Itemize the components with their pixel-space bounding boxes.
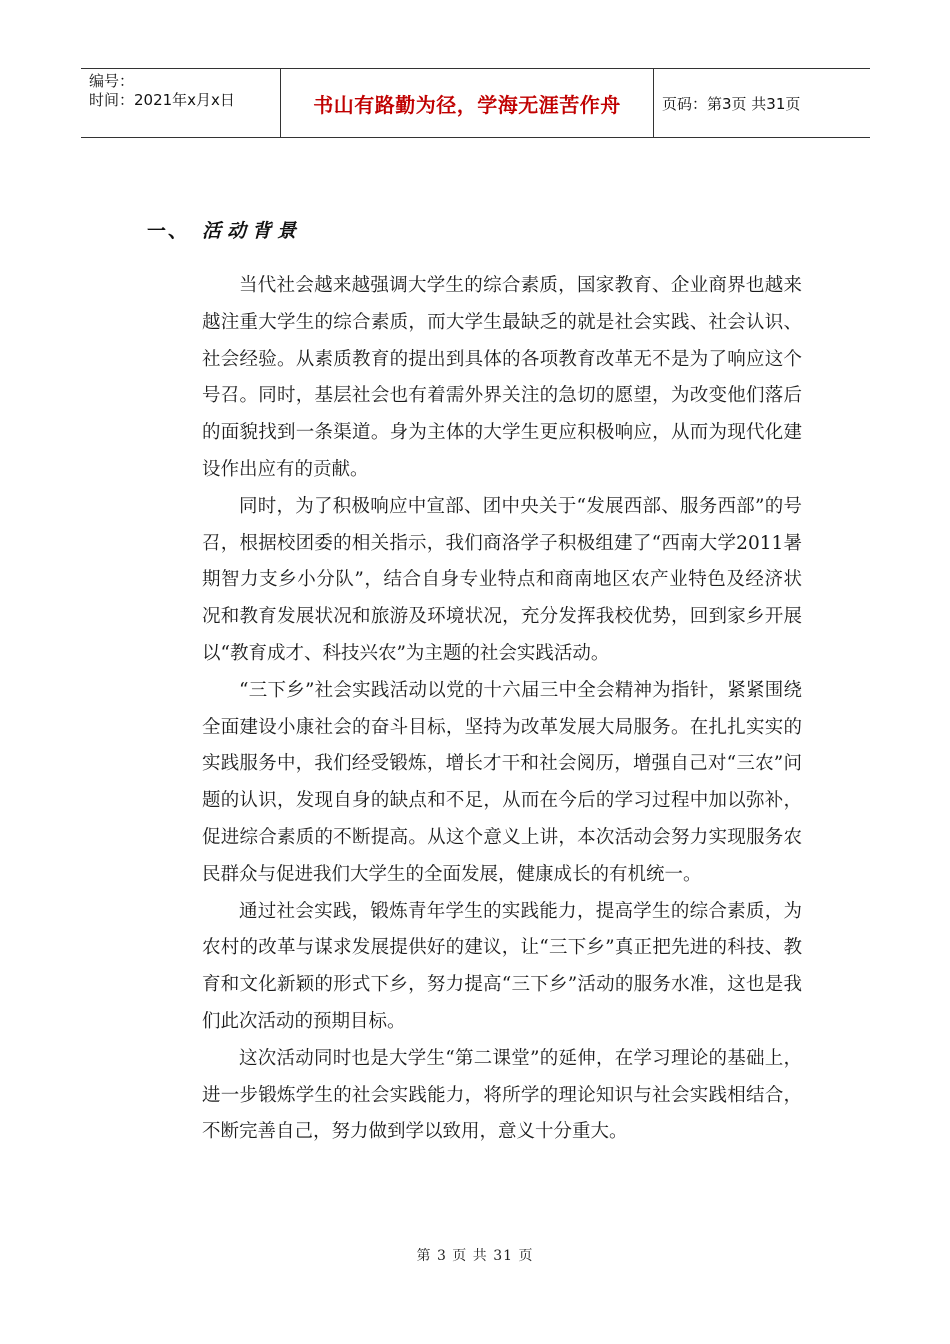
section-heading — [147, 216, 302, 243]
header-page-info: 页码：第3页 共31页 — [662, 94, 801, 113]
paragraph: 当代社会越来越强调大学生的综合素质，国家教育、企业商界也越来越注重大学生的综合素质，而大学生最缺乏的就是社会实践、社会认识、社会经验。从素质教育的提出到具体的各项教育改革无不是为了响应这个号召。同时，基层社会也有着需外界关注的急切的愿望，为改变他们落后的面貌找到一条渠道。身为主体的大学生更应积极响应，从而为现代化建设作出应有的贡献。 — [202, 275, 802, 480]
paragraph: 同时，为了积极响应中宣部、团中央关于“发展西部、服务西部”的号召，根据校团委的相关指示，我们商洛学子积极组建了“西南大学2011暑期智力支乡小分队”，结合自身专业特点和商南地区农产业特色及经济状况和教育发展状况和旅游及环境状况，充分发挥我校优势，回到家乡开展以“教育成才、科技兴农”为主题的社会实践活动。 — [202, 495, 802, 664]
paragraph: 通过社会实践，锻炼青年学生的实践能力，提高学生的综合素质，为农村的改革与谋求发展提供好的建议，让“三下乡”真正把先进的科技、教育和文化新颖的形式下乡，努力提高“三下乡”活动的服务水准，这也是我们此次活动的预期目标。 — [202, 900, 802, 1032]
time-label: 时间：2021年x月x日 — [89, 91, 235, 109]
header-motto-cell — [281, 69, 654, 137]
page-footer: 第 3 页 共 31 页 — [416, 1248, 534, 1264]
header-motto: 书山有路勤为径，学海无涯苦作舟 — [313, 92, 621, 117]
paragraph: 这次活动同时也是大学生“第二课堂”的延伸，在学习理论的基础上，进一步锻炼学生的社会实践能力，将所学的理论知识与社会实践相结合，不断完善自己，努力做到学以致用，意义十分重大。 — [202, 1047, 802, 1143]
section-title: 活动背景 — [202, 220, 303, 242]
header-meta — [81, 69, 281, 137]
document-header — [81, 68, 870, 138]
number-label: 编号： — [89, 72, 135, 90]
section-number: 一、 — [147, 220, 190, 242]
body-text — [202, 268, 802, 1151]
paragraph: “三下乡”社会实践活动以党的十六届三中全会精神为指针，紧紧围绕全面建设小康社会的奋斗目标，坚持为改革发展大局服务。在扎扎实实的实践服务中，我们经受锻炼，增长才干和社会阅历，增强自己对“三农”问题的认识，发现自身的缺点和不足，从而在今后的学习过程中加以弥补，促进综合素质的不断提高。从这个意义上讲，本次活动会努力实现服务农民群众与促进我们大学生的全面发展，健康成长的有机统一。 — [202, 679, 802, 885]
